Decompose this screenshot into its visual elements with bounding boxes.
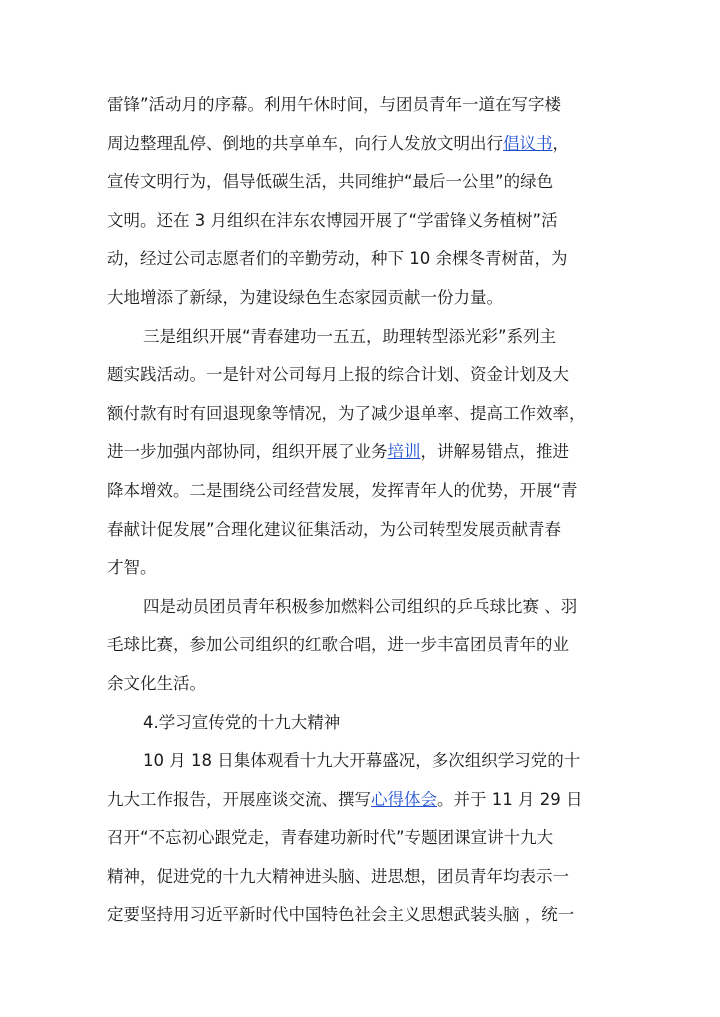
text-line [107, 742, 619, 781]
text-line [107, 433, 619, 472]
text-line [107, 86, 619, 125]
text-segment: 题实践活动。一是针对公司每月上报的综合计划、资金计划及大 [107, 365, 569, 385]
text-segment: 宣传文明行为，倡导低碳生活，共同维护“最后一公里”的绿色 [107, 172, 554, 192]
text-line [107, 665, 619, 704]
text-line [107, 896, 619, 935]
text-segment: 雷锋”活动月的序幕。利用午休时间，与团员青年一道在写字楼 [107, 95, 562, 114]
text-segment: 召开“不忘初心跟党走，青春建功新时代”专题团课宣讲十九大 [107, 828, 554, 848]
text-line [107, 549, 619, 588]
text-line [107, 240, 619, 279]
text-segment: 毛球比赛，参加公司组织的红歌合唱，进一步丰富团员青年的业 [107, 635, 569, 655]
text-line [107, 202, 619, 241]
hyperlink[interactable]: 倡议书 [503, 133, 553, 153]
text-line [107, 626, 619, 665]
text-line [107, 588, 619, 627]
text-segment: 定要坚持用习近平新时代中国特色社会主义思想武装头脑 ，统一 [107, 905, 575, 925]
text-line [107, 356, 619, 395]
text-line [107, 704, 619, 743]
text-segment: 三是组织开展“青春建功一五五，助理转型添光彩”系列主 [143, 326, 557, 346]
text-line [107, 279, 619, 318]
text-segment: 进一步加强内部协同，组织开展了业务 [107, 442, 388, 462]
text-segment: 降本增效。二是围绕公司经营发展，发挥青年人的优势，开展“青 [107, 480, 578, 500]
text-segment: 四是动员团员青年积极参加燃料公司组织的乒乓球比赛 、羽 [143, 596, 578, 616]
text-line [107, 395, 619, 434]
text-segment: 才智。 [107, 558, 157, 578]
text-line [107, 125, 619, 164]
text-segment: 文明。还在 3 月组织在沣东农博园开展了“学雷锋义务植树”活 [107, 210, 558, 230]
text-segment: 余文化生活。 [107, 673, 206, 693]
text-segment: 10 月 18 日集体观看十九大开幕盛况，多次组织学习党的十 [143, 751, 581, 771]
text-segment: 周边整理乱停、倒地的共享单车，向行人发放文明出行 [107, 133, 503, 153]
text-segment: ， [552, 133, 569, 153]
text-segment: ，讲解易错点，推进 [420, 442, 569, 462]
text-segment: 春献计促发展”合理化建议征集活动，为公司转型发展贡献青春 [107, 519, 562, 539]
text-segment: 额付款有时有回退现象等情况，为了减少退单率、提高工作效率， [107, 403, 586, 423]
text-segment: 九大工作报告，开展座谈交流、撰写 [107, 789, 371, 809]
text-segment: 大地增添了新绿，为建设绿色生态家园贡献一份力量。 [107, 287, 503, 307]
text-line [107, 819, 619, 858]
text-segment: 。并于 11 月 29 日 [437, 789, 583, 809]
text-line [107, 781, 619, 820]
hyperlink[interactable]: 心得体会 [371, 789, 437, 809]
text-segment: 精神，促进党的十九大精神进头脑、进思想，团员青年均表示一 [107, 866, 569, 886]
hyperlink[interactable]: 培训 [387, 442, 421, 462]
text-line [107, 163, 619, 202]
text-line [107, 511, 619, 550]
text-line [107, 858, 619, 897]
text-segment: 4.学习宣传党的十九大精神 [143, 712, 341, 732]
text-line [107, 318, 619, 357]
text-segment: 动，经过公司志愿者们的辛勤劳动，种下 10 余棵冬青树苗，为 [107, 249, 568, 269]
document-body [107, 86, 619, 935]
text-line [107, 472, 619, 511]
